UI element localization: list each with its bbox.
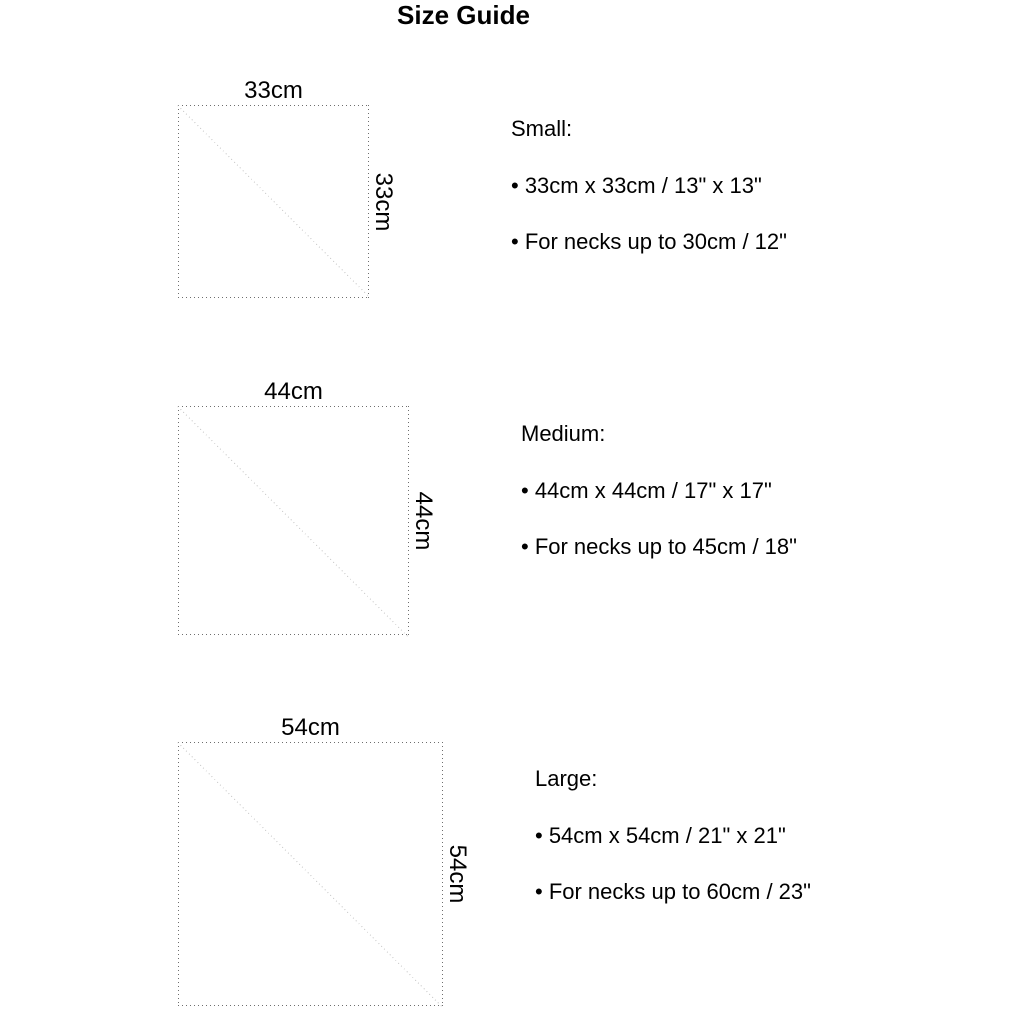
section-small: [511, 117, 787, 254]
section-heading-large: Large:: [535, 766, 598, 791]
size-box-small: [178, 77, 397, 298]
bullet-neck-size-small: • For necks up to 30cm / 12": [511, 229, 787, 254]
section-heading-medium: Medium:: [521, 421, 606, 446]
bullet-dimensions-large: • 54cm x 54cm / 21" x 21": [535, 823, 786, 848]
size-box-large: [178, 714, 471, 1006]
bullet-neck-size-medium: • For necks up to 45cm / 18": [521, 534, 797, 559]
page-title: Size Guide: [397, 0, 530, 30]
section-medium: [521, 422, 797, 559]
diagonal-line: [177, 406, 409, 638]
bullet-dimensions-small: • 33cm x 33cm / 13" x 13": [511, 173, 762, 198]
bullet-dimensions-medium: • 44cm x 44cm / 17" x 17": [521, 478, 772, 503]
width-label-small: 33cm: [244, 77, 303, 104]
section-large: [535, 767, 811, 904]
section-heading-small: Small:: [511, 116, 573, 141]
diagonal-line: [177, 105, 369, 297]
height-label-small: 33cm: [370, 172, 397, 231]
bullet-neck-size-large: • For necks up to 60cm / 23": [535, 879, 811, 904]
width-label-large: 54cm: [281, 714, 340, 741]
height-label-large: 54cm: [444, 844, 471, 904]
height-label-medium: 44cm: [410, 491, 437, 550]
size-box-medium: [178, 378, 437, 635]
width-label-medium: 44cm: [264, 378, 323, 405]
diagonal-line: [177, 742, 443, 1008]
